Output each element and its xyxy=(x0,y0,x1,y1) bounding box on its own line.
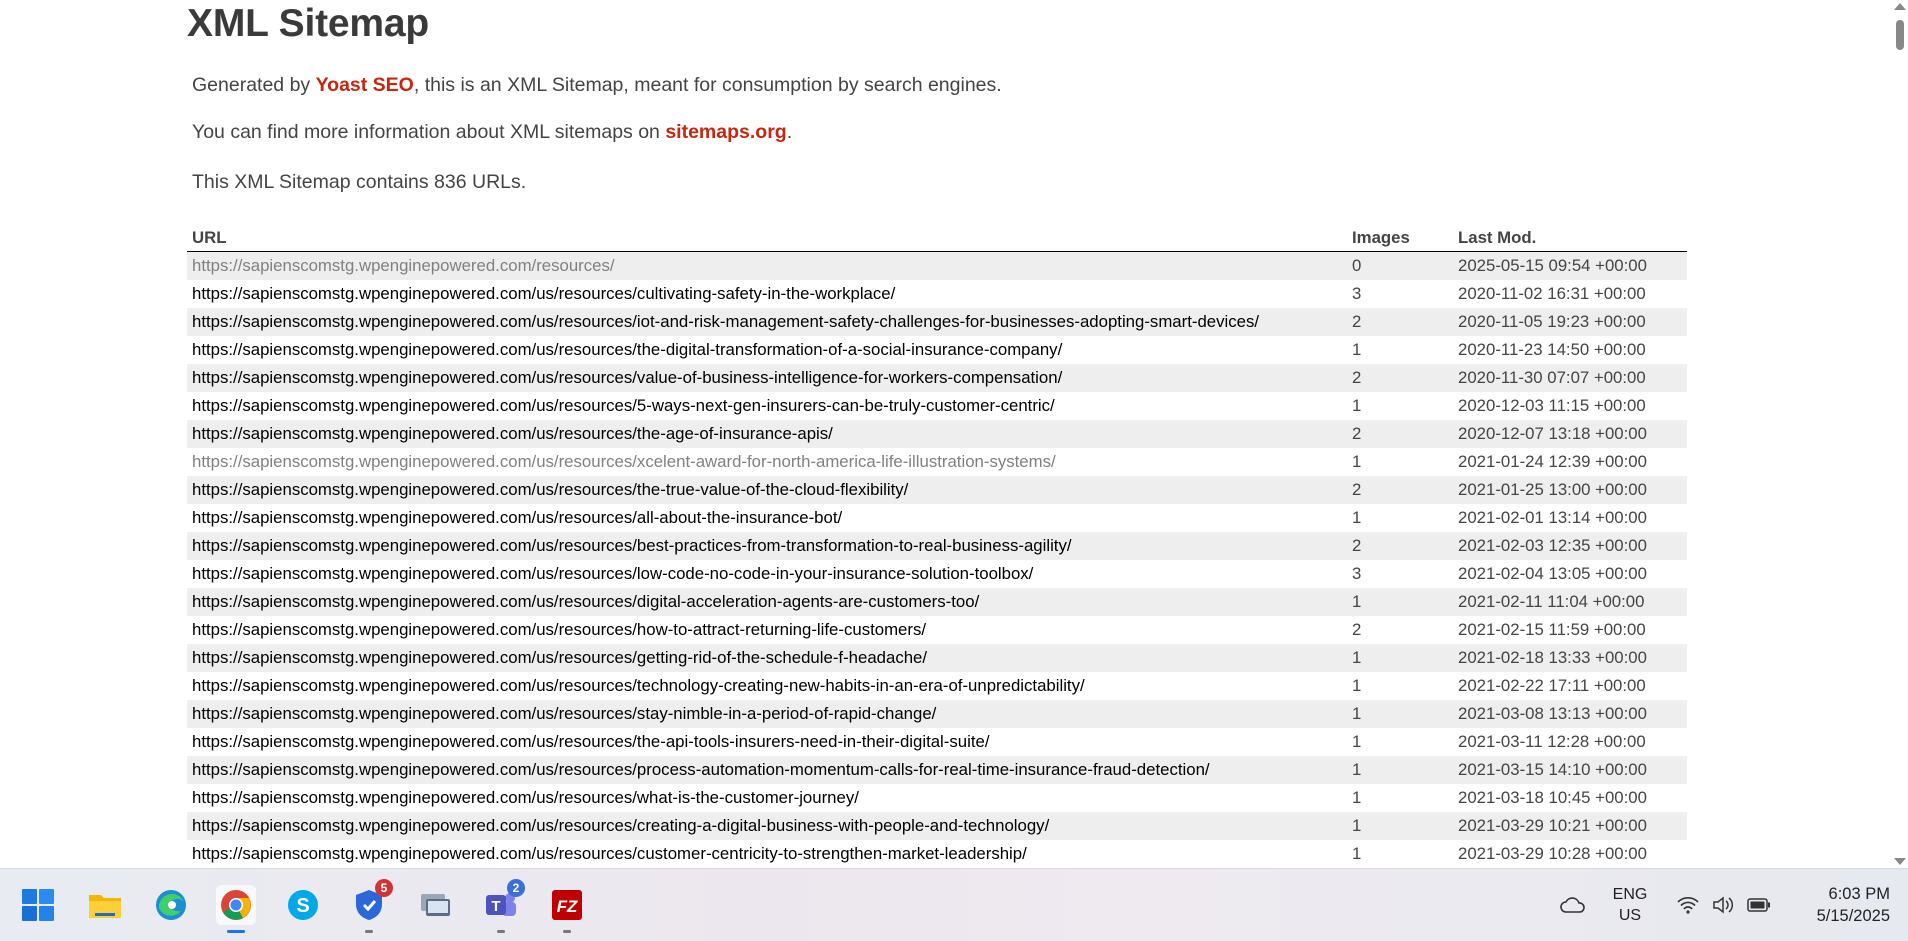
sitemaps-org-link[interactable]: sitemaps.org xyxy=(665,121,787,143)
url-cell xyxy=(187,364,1347,392)
last-mod-cell: 2021-03-11 12:28 +00:00 xyxy=(1458,732,1646,751)
active-indicator xyxy=(227,930,245,933)
images-count-cell: 1 xyxy=(1347,812,1453,840)
header-last-mod: Last Mod. xyxy=(1453,224,1687,252)
last-mod-cell: 2021-03-08 13:13 +00:00 xyxy=(1453,700,1687,728)
remote-desktop-icon xyxy=(418,888,452,922)
url-cell xyxy=(187,812,1347,840)
intro-text: You can find more information about XML sitemaps on xyxy=(192,121,666,143)
wifi-tray[interactable] xyxy=(1673,869,1703,941)
filezilla-icon xyxy=(550,888,584,922)
url-cell xyxy=(187,700,1347,728)
table-header-row xyxy=(187,224,1687,252)
onedrive-tray[interactable] xyxy=(1558,869,1588,941)
url-cell xyxy=(187,728,1347,756)
sitemap-url-link[interactable]: https://sapienscomstg.wpenginepowered.com/us/resources/iot-and-risk-management-safety-challenges-for-businesses-adopting-smart-devices/ xyxy=(192,312,1260,331)
sitemap-url-link[interactable]: https://sapienscomstg.wpenginepowered.com/us/resources/value-of-business-intelligence-for-workers-compensation/ xyxy=(192,368,1063,387)
lang-region: US xyxy=(1618,907,1642,924)
table-row xyxy=(187,420,1687,448)
url-cell xyxy=(187,392,1347,420)
table-row xyxy=(187,756,1687,784)
url-cell xyxy=(187,588,1347,616)
language-indicator[interactable] xyxy=(1600,869,1660,941)
images-count-cell: 2 xyxy=(1347,420,1453,448)
last-mod-cell: 2021-01-24 12:39 +00:00 xyxy=(1458,452,1647,471)
url-cell xyxy=(187,448,1347,476)
edge-icon xyxy=(154,888,188,922)
url-cell xyxy=(187,756,1347,784)
table-row xyxy=(187,644,1687,672)
intro-text: Generated by xyxy=(192,74,316,96)
svg-text:T: T xyxy=(491,898,501,915)
url-cell xyxy=(187,476,1347,504)
last-mod-cell: 2020-11-02 16:31 +00:00 xyxy=(1458,284,1646,303)
taskbar-defender[interactable] xyxy=(349,881,389,925)
scrollbar-thumb[interactable] xyxy=(1896,20,1904,50)
images-count-cell: 1 xyxy=(1352,508,1362,527)
table-row xyxy=(187,308,1687,336)
images-count-cell: 1 xyxy=(1347,700,1453,728)
last-mod-cell: 2021-03-18 10:45 +00:00 xyxy=(1458,788,1647,807)
taskbar-filezilla[interactable] xyxy=(547,885,587,925)
sitemap-url-link[interactable]: https://sapienscomstg.wpenginepowered.com/us/resources/customer-centricity-to-strengthen-market-leadership/ xyxy=(192,844,1027,863)
url-cell xyxy=(187,532,1347,560)
taskbar-remote-desktop[interactable] xyxy=(415,885,455,925)
url-cell xyxy=(187,560,1347,588)
clock-time: 6:03 PM xyxy=(1828,885,1890,903)
sitemap-url-link[interactable]: https://sapienscomstg.wpenginepowered.com/us/resources/5-ways-next-gen-insurers-can-be-truly-customer-centric/ xyxy=(192,396,1055,415)
page-title: XML Sitemap xyxy=(187,2,429,45)
url-cell xyxy=(187,840,1347,868)
images-count-cell: 1 xyxy=(1352,396,1362,415)
table-row xyxy=(187,812,1687,840)
table-row xyxy=(187,392,1687,420)
skype-icon xyxy=(286,888,320,922)
svg-text:FZ: FZ xyxy=(556,897,578,916)
url-cell xyxy=(187,252,1347,281)
images-count-cell: 1 xyxy=(1352,676,1362,695)
last-mod-cell: 2020-12-03 11:15 +00:00 xyxy=(1458,396,1646,415)
table-body xyxy=(187,252,1687,869)
sitemap-url-link[interactable]: https://sapienscomstg.wpenginepowered.com/us/resources/how-to-attract-returning-life-customers/ xyxy=(192,620,927,639)
url-cell xyxy=(187,336,1347,364)
table-row xyxy=(187,672,1687,700)
images-count-cell: 3 xyxy=(1352,284,1362,303)
images-count-cell: 1 xyxy=(1352,340,1362,359)
images-count-cell: 1 xyxy=(1352,732,1362,751)
folder-icon xyxy=(87,889,123,921)
sitemap-table xyxy=(187,224,1687,868)
last-mod-cell: 2021-02-01 13:14 +00:00 xyxy=(1458,508,1647,527)
url-cell xyxy=(187,644,1347,672)
cloud-icon xyxy=(1560,896,1586,914)
taskbar xyxy=(0,868,1908,941)
last-mod-cell: 2021-02-04 13:05 +00:00 xyxy=(1458,564,1647,583)
url-cell xyxy=(187,784,1347,812)
running-indicator xyxy=(563,930,571,933)
table-row xyxy=(187,560,1687,588)
sitemap-url-link[interactable]: https://sapienscomstg.wpenginepowered.com/us/resources/what-is-the-customer-journey/ xyxy=(192,788,859,807)
images-count-cell: 2 xyxy=(1347,308,1453,336)
sitemap-url-link[interactable]: https://sapienscomstg.wpenginepowered.com/us/resources/creating-a-digital-business-with-people-and-technology/ xyxy=(192,816,1050,835)
intro-more-info xyxy=(192,121,792,144)
last-mod-cell: 2020-11-05 19:23 +00:00 xyxy=(1453,308,1687,336)
table-row xyxy=(187,840,1687,868)
table-row xyxy=(187,532,1687,560)
sitemap-url-link[interactable]: https://sapienscomstg.wpenginepowered.com/us/resources/technology-creating-new-habits-in-an-era-of-unpredictability/ xyxy=(192,676,1085,695)
sitemap-url-link[interactable]: https://sapienscomstg.wpenginepowered.com/us/resources/xcelent-award-for-north-america-life-illustration-systems/ xyxy=(192,452,1056,471)
system-clock[interactable] xyxy=(1790,869,1890,941)
lang-code: ENG xyxy=(1612,886,1648,903)
svg-text:S: S xyxy=(296,895,310,917)
url-cell xyxy=(187,616,1347,644)
running-indicator xyxy=(497,930,505,933)
images-count-cell: 1 xyxy=(1347,644,1453,672)
intro-text: . xyxy=(786,121,793,143)
clock-date: 5/15/2025 xyxy=(1816,907,1890,925)
yoast-seo-link[interactable]: Yoast SEO xyxy=(315,74,414,96)
taskbar-edge[interactable] xyxy=(151,885,191,925)
images-count-cell: 3 xyxy=(1352,564,1362,583)
intro-generated xyxy=(192,74,1002,97)
images-count-cell: 1 xyxy=(1347,756,1453,784)
last-mod-cell: 2020-12-07 13:18 +00:00 xyxy=(1453,420,1687,448)
scroll-up-arrow-icon[interactable] xyxy=(1894,3,1906,10)
header-url: URL xyxy=(187,224,1347,252)
taskbar-teams[interactable] xyxy=(481,881,521,925)
images-count-cell: 2 xyxy=(1347,476,1453,504)
teams-badge: 2 xyxy=(507,879,525,897)
sitemap-url-link[interactable]: https://sapienscomstg.wpenginepowered.com/us/resources/the-age-of-insurance-apis/ xyxy=(192,424,833,443)
sitemap-url-link[interactable]: https://sapienscomstg.wpenginepowered.com/us/resources/stay-nimble-in-a-period-of-rapid-change/ xyxy=(192,704,937,723)
sitemap-url-link[interactable]: https://sapienscomstg.wpenginepowered.com/us/resources/all-about-the-insurance-bot/ xyxy=(192,508,843,527)
images-count-cell: 2 xyxy=(1347,532,1453,560)
battery-icon xyxy=(1747,898,1771,912)
start-button[interactable] xyxy=(18,885,58,925)
last-mod-cell: 2020-11-23 14:50 +00:00 xyxy=(1458,340,1646,359)
url-cell xyxy=(187,672,1347,700)
sitemap-url-link[interactable]: https://sapienscomstg.wpenginepowered.com/us/resources/the-api-tools-insurers-need-in-their-digital-suite/ xyxy=(192,732,990,751)
running-indicator xyxy=(365,930,373,933)
table-row xyxy=(187,700,1687,728)
sitemap-url-link[interactable]: https://sapienscomstg.wpenginepowered.com/us/resources/cultivating-safety-in-the-workplace/ xyxy=(192,284,896,303)
last-mod-cell: 2021-02-18 13:33 +00:00 xyxy=(1453,644,1687,672)
sitemap-url-link[interactable]: https://sapienscomstg.wpenginepowered.com/us/resources/the-true-value-of-the-cloud-flexibility/ xyxy=(192,480,909,499)
last-mod-cell: 2021-02-15 11:59 +00:00 xyxy=(1458,620,1646,639)
images-count-cell: 2 xyxy=(1352,620,1362,639)
last-mod-cell: 2021-02-03 12:35 +00:00 xyxy=(1453,532,1687,560)
last-mod-cell: 2020-11-30 07:07 +00:00 xyxy=(1453,364,1687,392)
url-count: This XML Sitemap contains 836 URLs. xyxy=(192,171,527,193)
url-cell xyxy=(187,504,1347,532)
last-mod-cell: 2021-01-25 13:00 +00:00 xyxy=(1453,476,1687,504)
taskbar-skype[interactable] xyxy=(283,885,323,925)
volume-tray[interactable] xyxy=(1708,869,1738,941)
images-count-cell: 0 xyxy=(1347,252,1453,281)
speaker-icon xyxy=(1711,895,1735,915)
images-count-cell: 1 xyxy=(1352,844,1362,863)
table-row xyxy=(187,364,1687,392)
table-row xyxy=(187,476,1687,504)
table-row xyxy=(187,448,1687,476)
sitemap-url-link[interactable]: https://sapienscomstg.wpenginepowered.com/us/resources/process-automation-momentum-calls-for-real-time-insurance-fraud-detection/ xyxy=(192,760,1210,779)
sitemap-url-link[interactable]: https://sapienscomstg.wpenginepowered.com/us/resources/the-digital-transformation-of-a-social-insurance-company/ xyxy=(192,340,1063,359)
vertical-scrollbar[interactable] xyxy=(1891,0,1908,868)
scroll-down-arrow-icon[interactable] xyxy=(1894,858,1906,865)
table-row xyxy=(187,280,1687,308)
sitemap-url-link[interactable]: https://sapienscomstg.wpenginepowered.com/us/resources/low-code-no-code-in-your-insurance-solution-toolbox/ xyxy=(192,564,1034,583)
taskbar-chrome[interactable] xyxy=(216,885,256,925)
last-mod-cell: 2021-03-29 10:28 +00:00 xyxy=(1458,844,1647,863)
images-count-cell: 2 xyxy=(1347,364,1453,392)
header-images: Images xyxy=(1347,224,1453,252)
table-row xyxy=(187,728,1687,756)
wifi-icon xyxy=(1676,895,1700,915)
last-mod-cell: 2025-05-15 09:54 +00:00 xyxy=(1453,252,1687,281)
chrome-icon xyxy=(219,888,253,922)
sitemap-url-link[interactable]: https://sapienscomstg.wpenginepowered.com/resources/ xyxy=(192,256,615,275)
table-row xyxy=(187,616,1687,644)
images-count-cell: 1 xyxy=(1352,788,1362,807)
url-cell xyxy=(187,280,1347,308)
images-count-cell: 1 xyxy=(1352,452,1362,471)
table-row xyxy=(187,336,1687,364)
defender-badge: 5 xyxy=(375,879,393,897)
last-mod-cell: 2021-03-15 14:10 +00:00 xyxy=(1453,756,1687,784)
windows-icon xyxy=(21,888,55,922)
last-mod-cell: 2021-03-29 10:21 +00:00 xyxy=(1453,812,1687,840)
url-cell xyxy=(187,308,1347,336)
table-row xyxy=(187,252,1687,281)
last-mod-cell: 2021-02-22 17:11 +00:00 xyxy=(1458,676,1646,695)
sitemap-url-link[interactable]: https://sapienscomstg.wpenginepowered.com/us/resources/best-practices-from-transformation-to-real-business-agility/ xyxy=(192,536,1072,555)
last-mod-cell: 2021-02-11 11:04 +00:00 xyxy=(1453,588,1687,616)
table-row xyxy=(187,588,1687,616)
sitemap-url-link[interactable]: https://sapienscomstg.wpenginepowered.com/us/resources/getting-rid-of-the-schedule-f-headache/ xyxy=(192,648,928,667)
url-cell xyxy=(187,420,1347,448)
intro-text: , this is an XML Sitemap, meant for consumption by search engines. xyxy=(413,74,1002,96)
images-count-cell: 1 xyxy=(1347,588,1453,616)
table-row xyxy=(187,504,1687,532)
sitemap-url-link[interactable]: https://sapienscomstg.wpenginepowered.com/us/resources/digital-acceleration-agents-are-customers-too/ xyxy=(192,592,980,611)
taskbar-file-explorer[interactable] xyxy=(85,885,125,925)
battery-tray[interactable] xyxy=(1744,869,1774,941)
table-row xyxy=(187,784,1687,812)
